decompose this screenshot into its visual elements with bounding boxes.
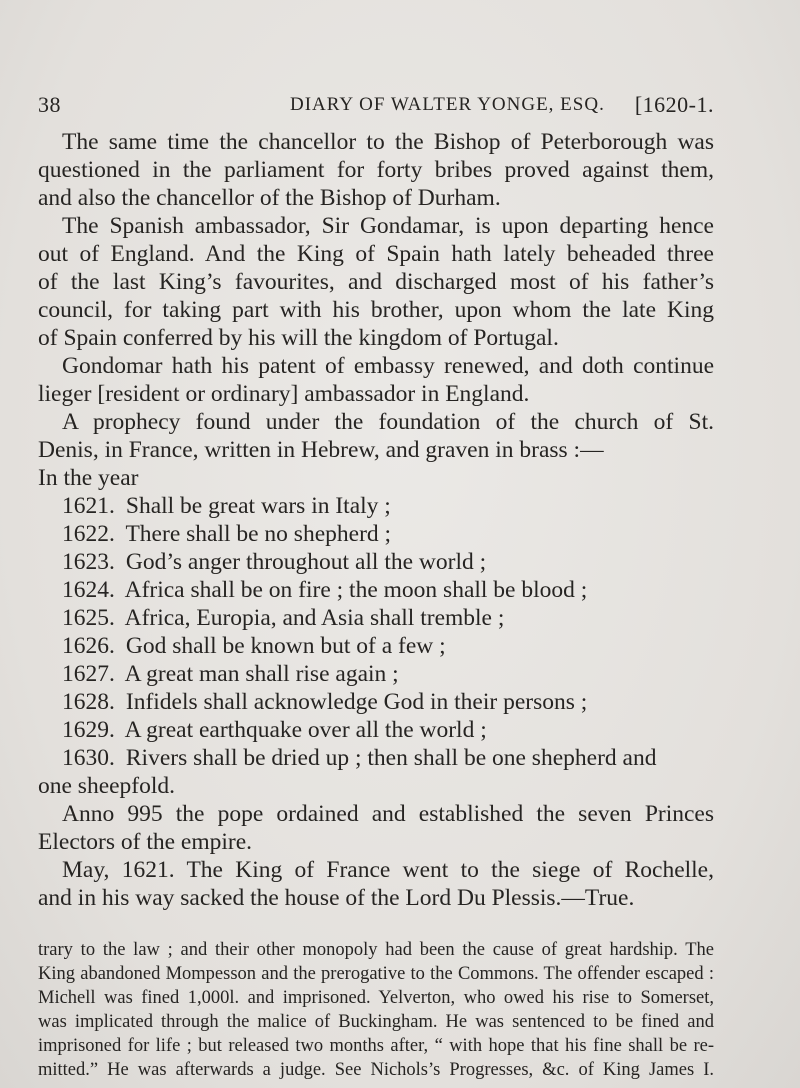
body-line: The Spanish ambassador, Sir Gondamar, is upon departing hence bbox=[62, 213, 714, 239]
footnote-line: mitted.” He was afterwards a judge. See Nichols’s Progresses, &c. of King James I. bbox=[38, 1060, 714, 1080]
body-line: council, for taking part with his brother, upon whom the late King bbox=[38, 297, 714, 323]
prophecy-text: Africa, Europia, and Asia shall tremble ; bbox=[124, 605, 505, 631]
prophecy-text: A great man shall rise again ; bbox=[124, 661, 399, 687]
body-line: Anno 995 the pope ordained and established the seven Princes bbox=[62, 801, 714, 827]
prophecy-year: 1627. bbox=[62, 661, 115, 687]
body-line: questioned in the parliament for forty bribes proved against them, bbox=[38, 157, 714, 183]
prophecy-entry bbox=[62, 716, 487, 744]
page-number: 38 bbox=[38, 92, 61, 117]
prophecy-text: There shall be no shepherd ; bbox=[125, 521, 392, 547]
prophecy-year: 1628. bbox=[62, 689, 115, 715]
prophecy-year: 1623. bbox=[62, 549, 115, 575]
prophecy-year: 1622. bbox=[62, 521, 115, 547]
prophecy-entry bbox=[62, 576, 587, 604]
running-title: DIARY OF WALTER YONGE, ESQ. bbox=[290, 94, 605, 115]
prophecy-entry bbox=[62, 520, 391, 548]
prophecy-text: Infidels shall acknowledge God in their persons ; bbox=[125, 689, 588, 715]
prophecy-text: Rivers shall be dried up ; then shall be one shepherd and bbox=[125, 745, 657, 771]
body-line: A prophecy found under the foundation of the church of St. bbox=[62, 409, 714, 435]
year-range: [1620-1. bbox=[634, 92, 714, 117]
footnote-line: imprisoned for life ; but released two months after, “ with hope that his fine shall be re- bbox=[38, 1036, 714, 1056]
footnote-line: trary to the law ; and their other monopoly had been the cause of great hardship. The bbox=[38, 940, 714, 960]
body-line: Electors of the empire. bbox=[38, 829, 253, 855]
prophecy-entry bbox=[62, 744, 714, 772]
body-line: In the year bbox=[38, 465, 139, 491]
prophecy-year: 1630. bbox=[62, 745, 115, 771]
body-line: and also the chancellor of the Bishop of Durham. bbox=[38, 185, 501, 211]
prophecy-year: 1625. bbox=[62, 605, 115, 631]
prophecy-entry bbox=[62, 660, 399, 688]
body-line: Gondomar hath his patent of embassy renewed, and doth continue bbox=[62, 353, 714, 379]
prophecy-year: 1629. bbox=[62, 717, 115, 743]
running-header bbox=[38, 92, 714, 122]
footnote-line: was implicated through the malice of Buckingham. He was sentenced to be fined and bbox=[38, 1012, 714, 1032]
body-line: and in his way sacked the house of the Lord Du Plessis.—True. bbox=[38, 885, 635, 911]
prophecy-entry bbox=[62, 604, 504, 632]
body-line: one sheepfold. bbox=[38, 773, 176, 799]
prophecy-text: God’s anger throughout all the world ; bbox=[125, 549, 487, 575]
prophecy-year: 1626. bbox=[62, 633, 115, 659]
prophecy-entry bbox=[62, 688, 587, 716]
prophecy-entry bbox=[62, 632, 446, 660]
body-line: Denis, in France, written in Hebrew, and graven in brass :— bbox=[38, 437, 604, 463]
footnote-line: King abandoned Mompesson and the prerogative to the Commons. The offender escaped : bbox=[38, 964, 714, 984]
body-line: out of England. And the King of Spain hath lately beheaded three bbox=[38, 241, 714, 267]
prophecy-year: 1621. bbox=[62, 493, 115, 519]
body-line: of the last King’s favourites, and discharged most of his father’s bbox=[38, 269, 714, 295]
body-line: lieger [resident or ordinary] ambassador in England. bbox=[38, 381, 530, 407]
prophecy-year: 1624. bbox=[62, 577, 115, 603]
prophecy-text: God shall be known but of a few ; bbox=[125, 633, 446, 659]
footnote-line: Michell was fined 1,000l. and imprisoned. Yelverton, who owed his rise to Somerset, bbox=[38, 988, 714, 1008]
prophecy-text: A great earthquake over all the world ; bbox=[124, 717, 487, 743]
body-line: of Spain conferred by his will the kingdom of Portugal. bbox=[38, 325, 559, 351]
body-line: May, 1621. The King of France went to the siege of Rochelle, bbox=[62, 857, 714, 883]
prophecy-entry bbox=[62, 492, 391, 520]
prophecy-text: Africa shall be on fire ; the moon shall be blood ; bbox=[124, 577, 588, 603]
prophecy-text: Shall be great wars in Italy ; bbox=[125, 493, 391, 519]
prophecy-entry bbox=[62, 548, 486, 576]
body-line: The same time the chancellor to the Bishop of Peterborough was bbox=[62, 129, 714, 155]
